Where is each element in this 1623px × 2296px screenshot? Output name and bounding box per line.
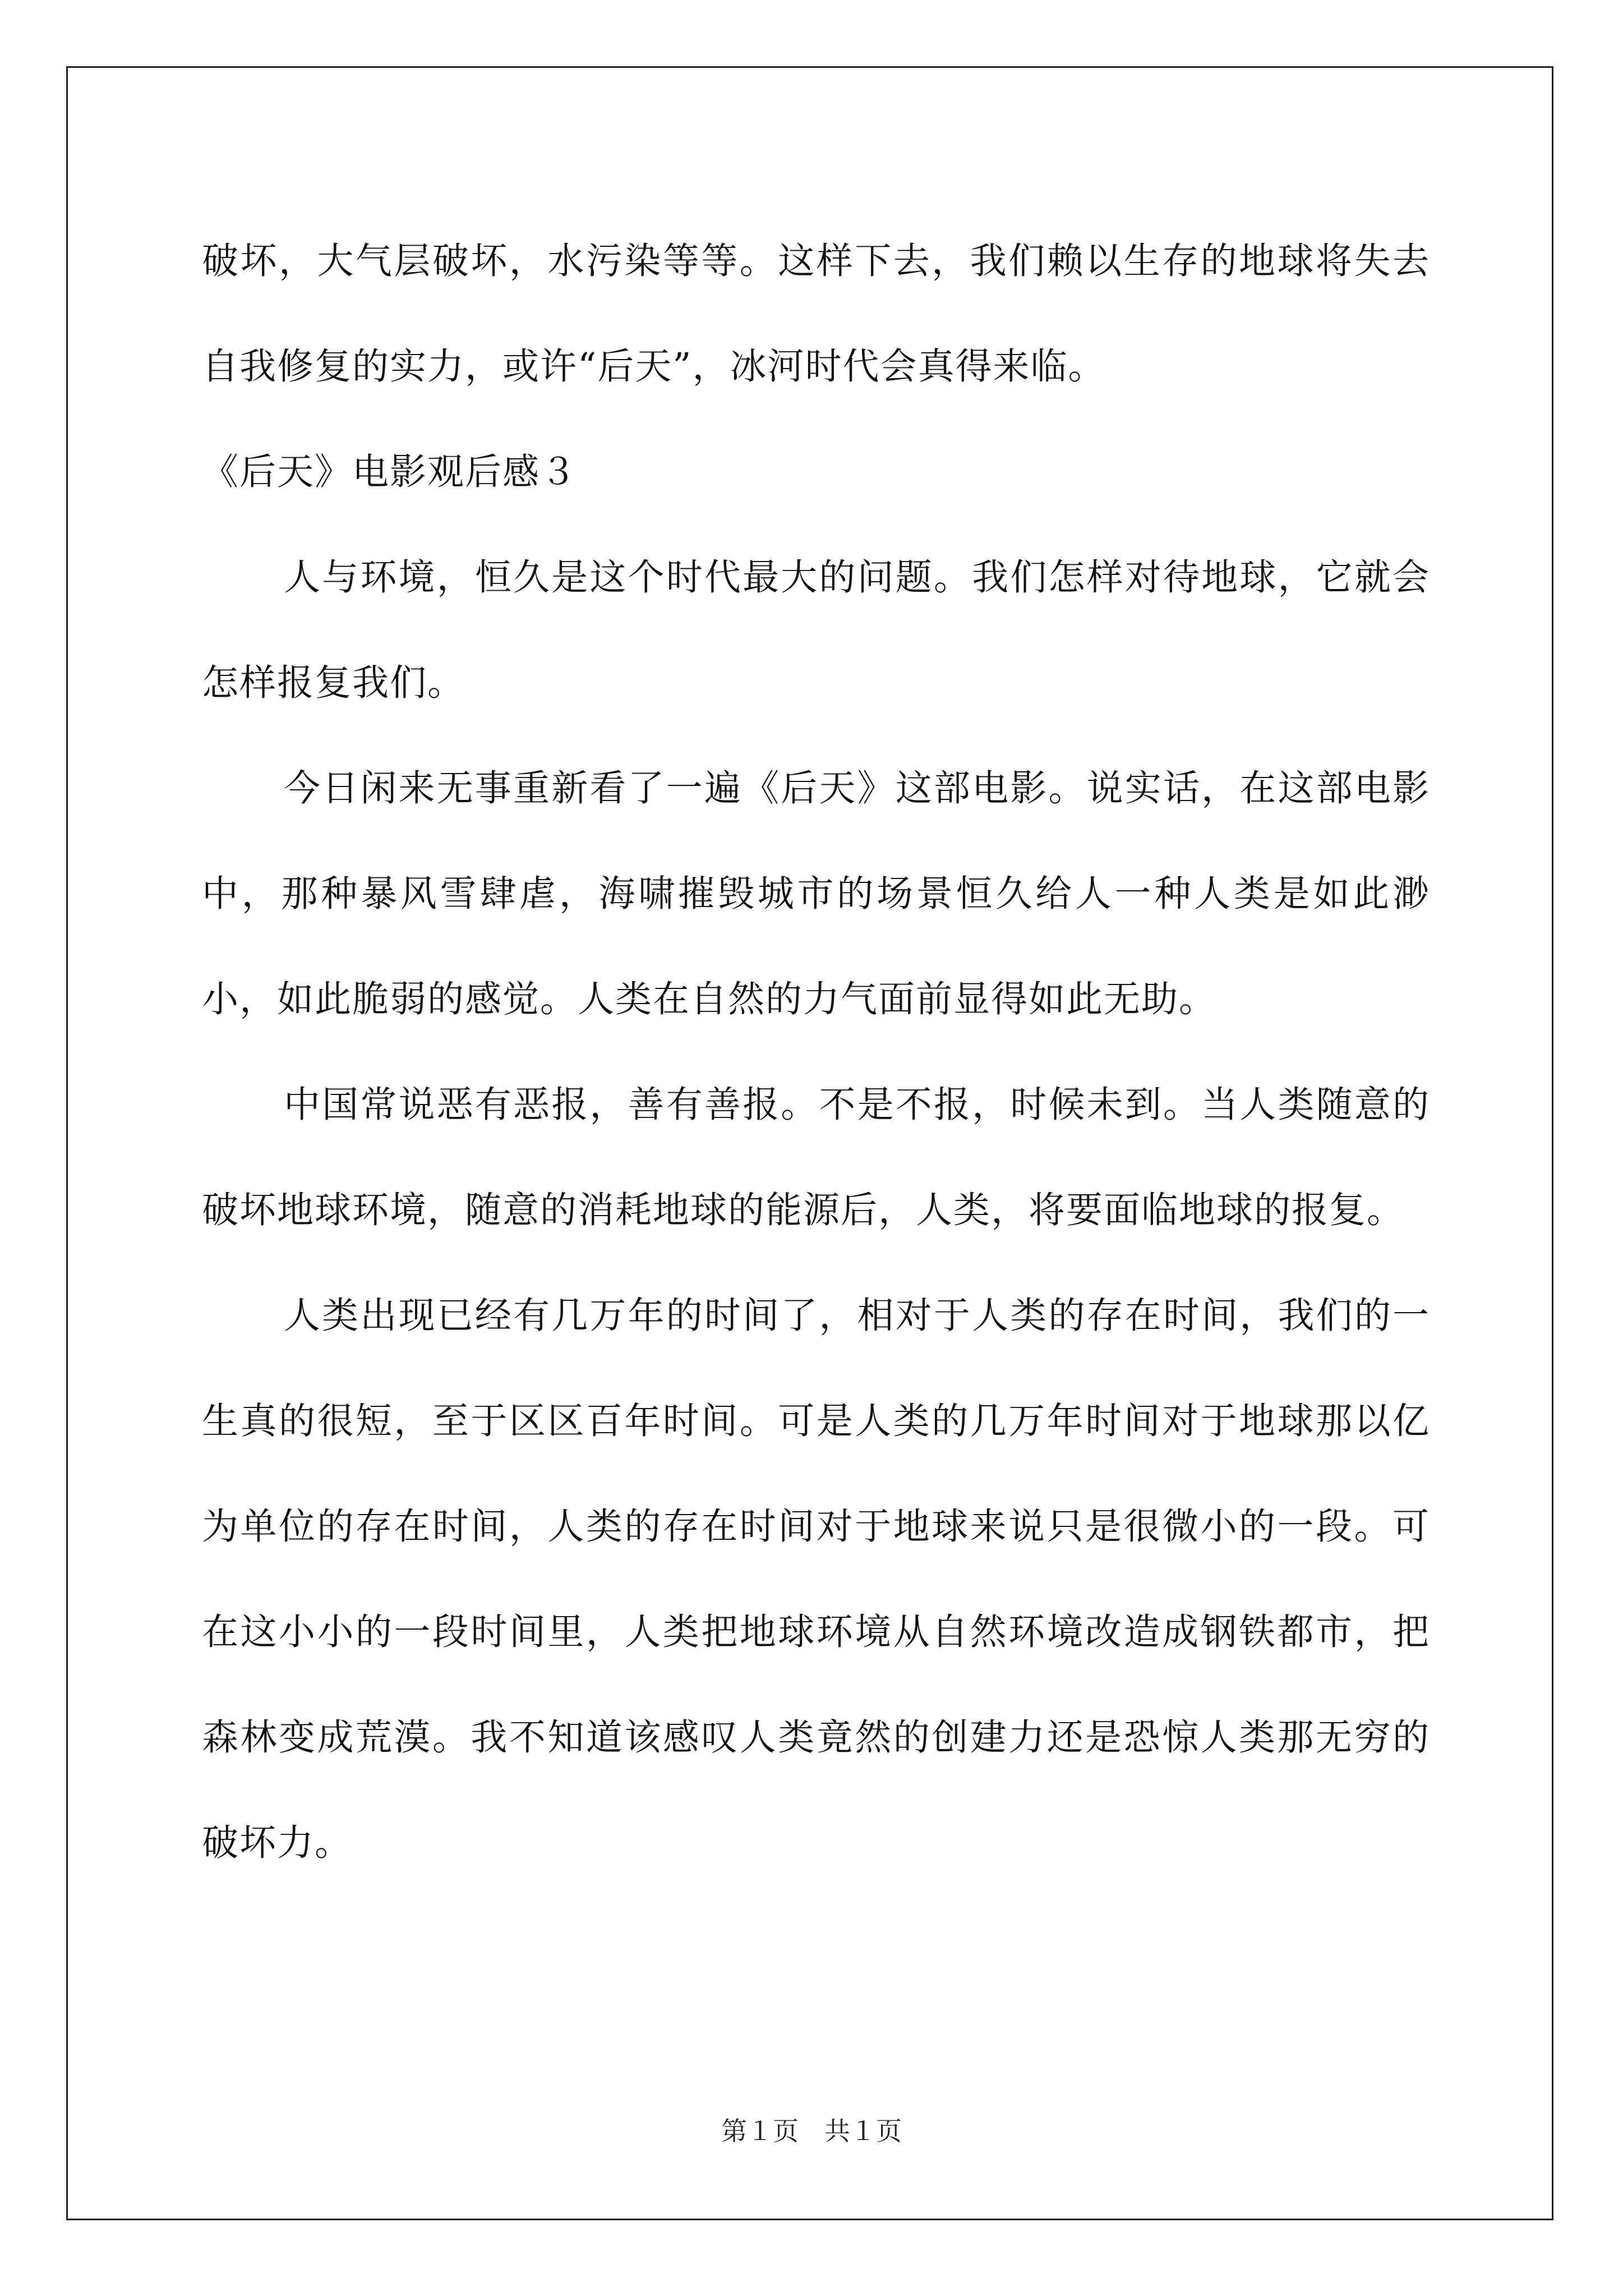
paragraph: 人类出现已经有几万年的时间了，相对于人类的存在时间，我们的一生真的很短，至于区区百年时间。可是人类的几万年时间对于地球那以亿为单位的存在时间，人类的存在时间对于地球来说只是很微小的一段。可在这小小的一段时间里，人类把地球环境从自然环境改造成钢铁都市，把森林变成荒漠。我不知道该感叹人类竟然的创建力还是恐惊人类那无穷的破坏力。 <box>202 1295 1430 1864</box>
section-heading: 《后天》电影观后感３ <box>202 451 578 493</box>
document-body <box>202 209 1430 1896</box>
page-footer: 第１页 共１页 <box>721 2117 902 2146</box>
paragraph: 今日闲来无事重新看了一遍《后天》这部电影。说实话，在这部电影中，那种暴风雪肆虐，海啸摧毁城市的场景恒久给人一种人类是如此渺小，如此脆弱的感觉。人类在自然的力气面前显得如此无助。 <box>202 767 1430 1020</box>
paragraph: 人与环境，恒久是这个时代最大的问题。我们怎样对待地球，它就会怎样报复我们。 <box>202 556 1430 704</box>
paragraph: 中国常说恶有恶报，善有善报。不是不报，时候未到。当人类随意的破坏地球环境，随意的消耗地球的能源后，人类，将要面临地球的报复。 <box>202 1084 1430 1231</box>
paragraph-continuation: 破坏，大气层破坏，水污染等等。这样下去，我们赖以生存的地球将失去自我修复的实力，或许“后天”，冰河时代会真得来临。 <box>202 240 1430 388</box>
